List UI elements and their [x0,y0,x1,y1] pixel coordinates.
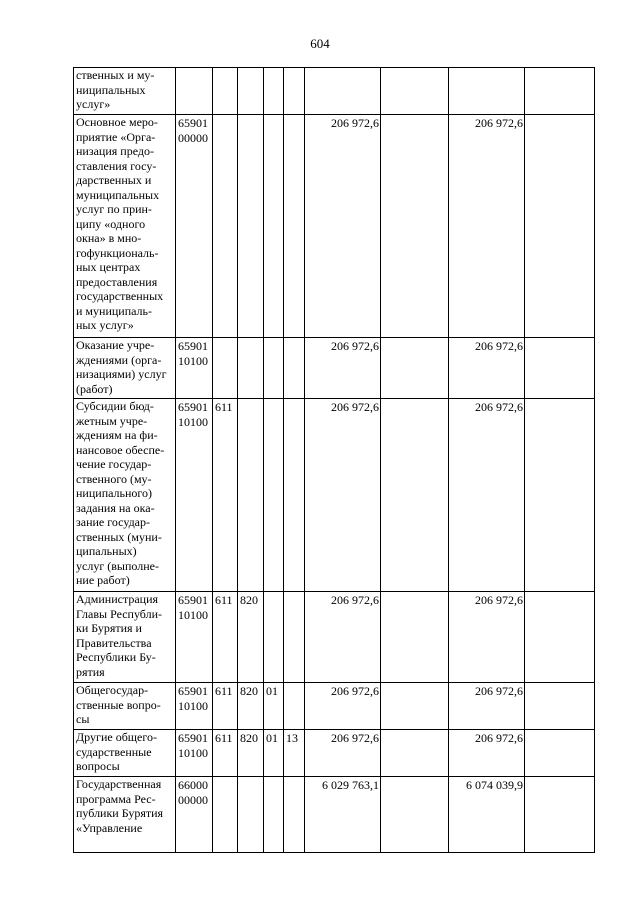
csr-cell: 66000 00000 [176,777,213,853]
amount-year2-cell: 206 972,6 [449,399,525,592]
table-row [74,115,595,338]
csr-cell: 65901 10100 [176,338,213,399]
table-row [74,592,595,683]
name-cell: Оказание учре- ждениями (орга- низациями) услуг (работ) [74,338,176,399]
amount-year2-cell: 206 972,6 [449,338,525,399]
rz-cell: 01 [264,683,284,730]
amount-year1-cell: 206 972,6 [305,592,381,683]
amount-year1-cell [305,68,381,115]
blank-cell-2 [525,683,595,730]
name-cell: ственных и му- ниципальных услуг» [74,68,176,115]
grbs-cell: 820 [238,730,264,777]
vr-cell [213,777,238,853]
table-row [74,730,595,777]
pr-cell [284,115,305,338]
blank-cell-2 [525,115,595,338]
rz-cell [264,592,284,683]
amount-year2-cell: 6 074 039,9 [449,777,525,853]
rz-cell [264,68,284,115]
rz-cell [264,399,284,592]
amount-year2-cell: 206 972,6 [449,730,525,777]
blank-cell-1 [381,730,449,777]
blank-cell-1 [381,683,449,730]
name-cell: Администрация Главы Республи- ки Бурятия и Правительства Республики Бу- рятия [74,592,176,683]
amount-year2-cell: 206 972,6 [449,592,525,683]
vr-cell: 611 [213,683,238,730]
table-row [74,683,595,730]
name-cell: Субсидии бюд- жетным учре- ждениям на фи- нансовое обеспе- чение государ- ственного (му- ниципального) задания на ока- зание государ- ственных (муни- ципальных) услуг (выполне- ние работ) [74,399,176,592]
amount-year1-cell: 206 972,6 [305,683,381,730]
grbs-cell [238,115,264,338]
table-row [74,399,595,592]
blank-cell-1 [381,115,449,338]
blank-cell-2 [525,399,595,592]
vr-cell [213,68,238,115]
csr-cell: 65901 10100 [176,683,213,730]
pr-cell [284,68,305,115]
amount-year1-cell: 6 029 763,1 [305,777,381,853]
amount-year1-cell: 206 972,6 [305,730,381,777]
vr-cell: 611 [213,399,238,592]
blank-cell-2 [525,338,595,399]
csr-cell: 65901 00000 [176,115,213,338]
budget-table [73,67,595,853]
amount-year2-cell: 206 972,6 [449,683,525,730]
amount-year1-cell: 206 972,6 [305,399,381,592]
pr-cell [284,777,305,853]
grbs-cell [238,68,264,115]
blank-cell-1 [381,592,449,683]
pr-cell [284,592,305,683]
name-cell: Другие общего- сударственные вопросы [74,730,176,777]
rz-cell [264,338,284,399]
blank-cell-2 [525,592,595,683]
csr-cell: 65901 10100 [176,730,213,777]
pr-cell [284,338,305,399]
grbs-cell: 820 [238,592,264,683]
amount-year1-cell: 206 972,6 [305,115,381,338]
blank-cell-1 [381,777,449,853]
blank-cell-2 [525,777,595,853]
csr-cell: 65901 10100 [176,592,213,683]
blank-cell-1 [381,68,449,115]
blank-cell-1 [381,399,449,592]
vr-cell [213,338,238,399]
name-cell: Общегосудар- ственные вопро- сы [74,683,176,730]
table-row [74,777,595,853]
grbs-cell: 820 [238,683,264,730]
grbs-cell [238,399,264,592]
page-number: 604 [310,36,330,51]
rz-cell: 01 [264,730,284,777]
table-body [74,68,595,853]
pr-cell: 13 [284,730,305,777]
rz-cell [264,115,284,338]
pr-cell [284,683,305,730]
csr-cell [176,68,213,115]
vr-cell: 611 [213,592,238,683]
grbs-cell [238,777,264,853]
blank-cell-2 [525,68,595,115]
blank-cell-1 [381,338,449,399]
amount-year2-cell: 206 972,6 [449,115,525,338]
vr-cell [213,115,238,338]
rz-cell [264,777,284,853]
pr-cell [284,399,305,592]
name-cell: Государственная программа Рес- публики Бурятия «Управление [74,777,176,853]
csr-cell: 65901 10100 [176,399,213,592]
vr-cell: 611 [213,730,238,777]
blank-cell-2 [525,730,595,777]
table-row [74,338,595,399]
amount-year1-cell: 206 972,6 [305,338,381,399]
name-cell: Основное меро- приятие «Орга- низация предо- ставления госу- дарственных и муниципальных услуг по прин- ципу «одного окна» в мно- гофункциональ- ных центрах предоставления государственных и муниципаль- ных услуг» [74,115,176,338]
grbs-cell [238,338,264,399]
amount-year2-cell [449,68,525,115]
table-row [74,68,595,115]
